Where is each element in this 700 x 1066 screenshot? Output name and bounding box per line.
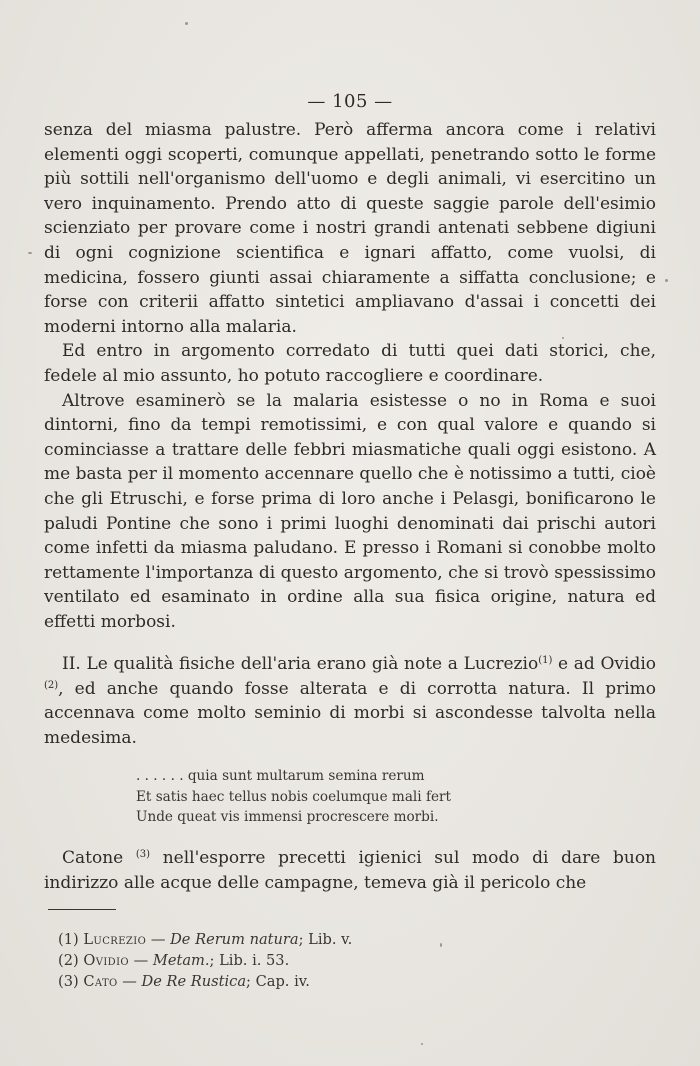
footnote-3 bbox=[58, 971, 352, 992]
paragraph-continuation: senza del miasma palustre. Però afferma ancora come i relativi elementi oggi scoperti, comunque appellati, penetrando sotto le forme più sottili nell'organismo dell'uomo e degli animali, vi esercitino un vero inquinamento. Prendo atto di queste saggie parole dell'esimio scienziato per provare come i nostri grandi antenati sebbene digiuni di ogni cognizione scientifica e ignari affatto, come vuolsi, di medicina, fossero giunti assai chiaramente a siffatta conclusione; e forse con criterii affatto sintetici ampliavano d'assai i concetti dei moderni intorno alla malaria. bbox=[44, 120, 656, 337]
footnote-ref-2: (2) bbox=[44, 679, 59, 691]
footnote-author: Cato bbox=[83, 973, 118, 990]
paper-speck bbox=[185, 22, 188, 25]
footnote-separator: — bbox=[146, 931, 171, 948]
footnote-reference: ; Lib. i. 53. bbox=[209, 952, 290, 969]
main-text-bottom bbox=[44, 846, 656, 895]
footnote-number: (2) bbox=[58, 952, 79, 969]
section-two-paragraph bbox=[44, 652, 656, 750]
section-two-text-b: e ad Ovidio bbox=[552, 654, 656, 674]
quotation-line: . . . . . . quia sunt multarum semina rerum bbox=[136, 768, 425, 784]
footnote-separator: — bbox=[117, 973, 142, 990]
page-number: — 105 — bbox=[307, 91, 393, 112]
footnote-number: (1) bbox=[58, 931, 79, 948]
footnote-ref-1: (1) bbox=[538, 655, 553, 666]
footnote-work: De Re Rustica bbox=[141, 973, 247, 990]
footnote-2 bbox=[58, 950, 352, 971]
section-two-text-a: II. Le qualità fisiche dell'aria erano già note a Lucrezio bbox=[62, 654, 539, 674]
footnote-divider bbox=[48, 909, 116, 910]
paragraph-history: Altrove esaminerò se la malaria esistesse o no in Roma e suoi dintorni, fino da tempi remotissimi, e con qual valore e quando si cominciasse a trattare delle febbri miasmatiche quali oggi esistono. A me basta per il momento accennare quello che è notissimo a tutti, cioè che gli Etruschi, e forse prima di loro anche i Pelasgi, bonificarono le paludi Pontine che sono i primi luoghi denominati dai prischi autori come infetti da miasma paludano. E presso i Romani si conobbe molto rettamente l'importanza di questo argomento, che si trovò spessissimo ventilato ed esaminato in ordine alla sua fisica origine, natura ed effetti morbosi. bbox=[44, 390, 656, 632]
footnote-work: De Rerum natura bbox=[170, 931, 299, 948]
footnote-separator: — bbox=[129, 952, 153, 969]
footnote-number: (3) bbox=[58, 973, 79, 990]
section-two-text-c: , ed anche quando fosse alterata e di corrotta natura. Il primo accennava come molto seminio di morbi si ascondesse talvolta nella medesima. bbox=[44, 678, 656, 748]
paper-speck bbox=[562, 337, 564, 339]
section-two bbox=[44, 652, 656, 750]
paper-speck bbox=[440, 943, 442, 947]
paragraph-argument: Ed entro in argomento corredato di tutti quei dati storici, che, fedele al mio assunto, ho potuto raccogliere e coordinare. bbox=[44, 341, 656, 386]
main-text-top bbox=[44, 118, 656, 634]
quotation-line: Unde queat vis immensi procrescere morbi. bbox=[136, 809, 439, 825]
paper-speck bbox=[665, 279, 668, 282]
catone-text-b: nell'esporre precetti igienici sul modo di dare buon indirizzo alle acque delle campagne, temeva già il pericolo che bbox=[44, 848, 656, 893]
footnote-1 bbox=[58, 929, 352, 950]
quotation-line: Et satis haec tellus nobis coelumque mali fert bbox=[136, 788, 451, 805]
footnote-author: Lucrezio bbox=[83, 931, 147, 948]
footnote-author: Ovidio bbox=[83, 952, 130, 969]
catone-text-a: Catone bbox=[62, 848, 136, 868]
latin-quotation bbox=[136, 766, 451, 828]
footnote-reference: ; Cap. iv. bbox=[246, 973, 310, 990]
footnote-work: Metam. bbox=[152, 952, 210, 969]
paragraph-catone bbox=[44, 846, 656, 895]
footnote-ref-3: (3) bbox=[135, 849, 151, 860]
paper-speck bbox=[421, 1043, 423, 1045]
paper-speck bbox=[28, 252, 32, 254]
footnote-reference: ; Lib. v. bbox=[298, 931, 353, 948]
footnotes bbox=[58, 929, 352, 992]
